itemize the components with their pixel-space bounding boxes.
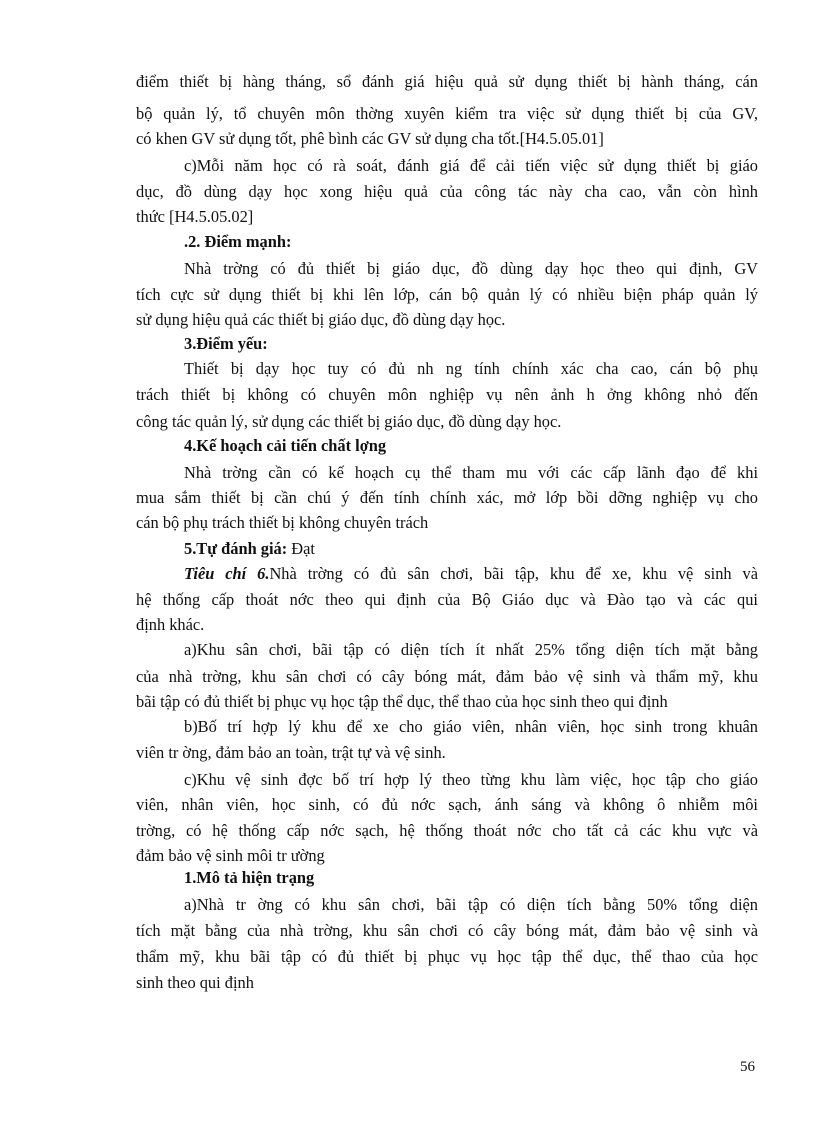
devices-monthly-line-3: có khen GV sử dụng tốt, phê bình các GV sử dụng cha tốt.[H4.5.05.01] bbox=[136, 129, 604, 148]
improvement-line-2: mua sắm thiết bị cần chú ý đến tính chính xác, mở lớp bồi dỡng nghiệp vụ cho bbox=[136, 488, 758, 507]
criterion-6-text: Nhà trờng có đủ sân chơi, bãi tập, khu để xe, khu vệ sinh và bbox=[269, 564, 758, 583]
criterion-6-label: Tiêu chí 6. bbox=[184, 564, 270, 583]
devices-monthly-line-1: điểm thiết bị hàng tháng, sổ đánh giá hiệu quả sử dụng thiết bị hành tháng, cán bbox=[136, 72, 758, 91]
item-a-line-1: a)Khu sân chơi, bãi tập có diện tích ít nhất 25% tổng diện tích mặt bằng bbox=[184, 640, 758, 659]
item-c-line-1: c)Khu vệ sinh đợc bố trí hợp lý theo từng khu làm việc, học tập cho giáo bbox=[184, 770, 758, 789]
strengths-line-3: sử dụng hiệu quả các thiết bị giáo dục, đồ dùng dạy học. bbox=[136, 310, 506, 329]
improvement-heading: 4.Kế hoạch cải tiến chất lợng bbox=[184, 436, 387, 455]
improvement-line-1: Nhà trờng cần có kế hoạch cụ thể tham mu với các cấp lãnh đạo để khi bbox=[184, 463, 758, 482]
item-b-line-2: viên tr ờng, đảm bảo an toàn, trật tự và vệ sinh. bbox=[136, 743, 446, 762]
devices-monthly-line-2: bộ quản lý, tổ chuyên môn thờng xuyên kiểm tra việc sử dụng thiết bị của GV, bbox=[136, 104, 758, 123]
self-evaluation-value: Đạt bbox=[287, 539, 315, 558]
criterion-6-line-3: định khác. bbox=[136, 615, 205, 634]
improvement-line-3: cán bộ phụ trách thiết bị không chuyên trách bbox=[136, 513, 429, 532]
strengths-line-1: Nhà trờng có đủ thiết bị giáo dục, đồ dùng dạy học theo qui định, GV bbox=[184, 259, 758, 278]
item-c-line-4: đảm bảo vệ sinh môi tr ường bbox=[136, 846, 325, 865]
description-line-4: sinh theo qui định bbox=[136, 973, 254, 992]
self-evaluation-label: 5.Tự đánh giá: bbox=[184, 539, 288, 558]
weaknesses-line-2: trách thiết bị không có chuyên môn nghiệp vụ nên ảnh h ởng không nhỏ đến bbox=[136, 385, 758, 404]
criterion-6-line-2: hệ thống cấp thoát nớc theo qui định của Bộ Giáo dục và Đào tạo và các qui bbox=[136, 590, 758, 609]
description-heading: 1.Mô tả hiện trạng bbox=[184, 868, 315, 887]
page-number: 56 bbox=[740, 1059, 755, 1075]
review-line-3: thức [H4.5.05.02] bbox=[136, 207, 254, 226]
criterion-6-line-1 bbox=[184, 561, 758, 587]
description-line-3: thẩm mỹ, khu bãi tập có đủ thiết bị phục vụ học tập thể dục, thể thao của học bbox=[136, 947, 758, 966]
description-line-1: a)Nhà tr ờng có khu sân chơi, bãi tập có diện tích bằng 50% tổng diện bbox=[184, 895, 758, 914]
review-line-1: c)Mỗi năm học có rà soát, đánh giá để cải tiến việc sử dụng thiết bị giáo bbox=[184, 156, 758, 175]
strengths-heading: .2. Điểm mạnh: bbox=[184, 232, 292, 251]
weaknesses-line-1: Thiết bị dạy học tuy có đủ nh ng tính chính xác cha cao, cán bộ phụ bbox=[184, 359, 758, 378]
self-evaluation bbox=[184, 536, 758, 562]
item-c-line-2: viên, nhân viên, học sinh, có đủ nớc sạch, ánh sáng và không ô nhiễm môi bbox=[136, 795, 758, 814]
weaknesses-heading: 3.Điểm yếu: bbox=[184, 334, 268, 353]
review-line-2: dục, đồ dùng dạy học xong hiệu quả của công tác này cha cao, vẫn còn hình bbox=[136, 182, 758, 201]
item-c-line-3: trờng, có hệ thống cấp nớc sạch, hệ thống thoát nớc cho tất cả các khu vực và bbox=[136, 821, 758, 840]
strengths-line-2: tích cực sử dụng thiết bị khi lên lớp, cán bộ quản lý có nhiều biện pháp quản lý bbox=[136, 285, 758, 304]
item-b-line-1: b)Bố trí hợp lý khu để xe cho giáo viên, nhân viên, học sinh trong khuân bbox=[184, 717, 758, 736]
item-a-line-2: của nhà trờng, khu sân chơi có cây bóng mát, đảm bảo vệ sinh và thẩm mỹ, khu bbox=[136, 667, 758, 686]
item-a-line-3: bãi tập có đủ thiết bị phục vụ học tập thể dục, thể thao của học sinh theo qui định bbox=[136, 692, 668, 711]
weaknesses-line-3: công tác quản lý, sử dụng các thiết bị giáo dục, đồ dùng dạy học. bbox=[136, 412, 562, 431]
description-line-2: tích mặt bằng của nhà trờng, khu sân chơi có cây bóng mát, đảm bảo vệ sinh và bbox=[136, 921, 758, 940]
